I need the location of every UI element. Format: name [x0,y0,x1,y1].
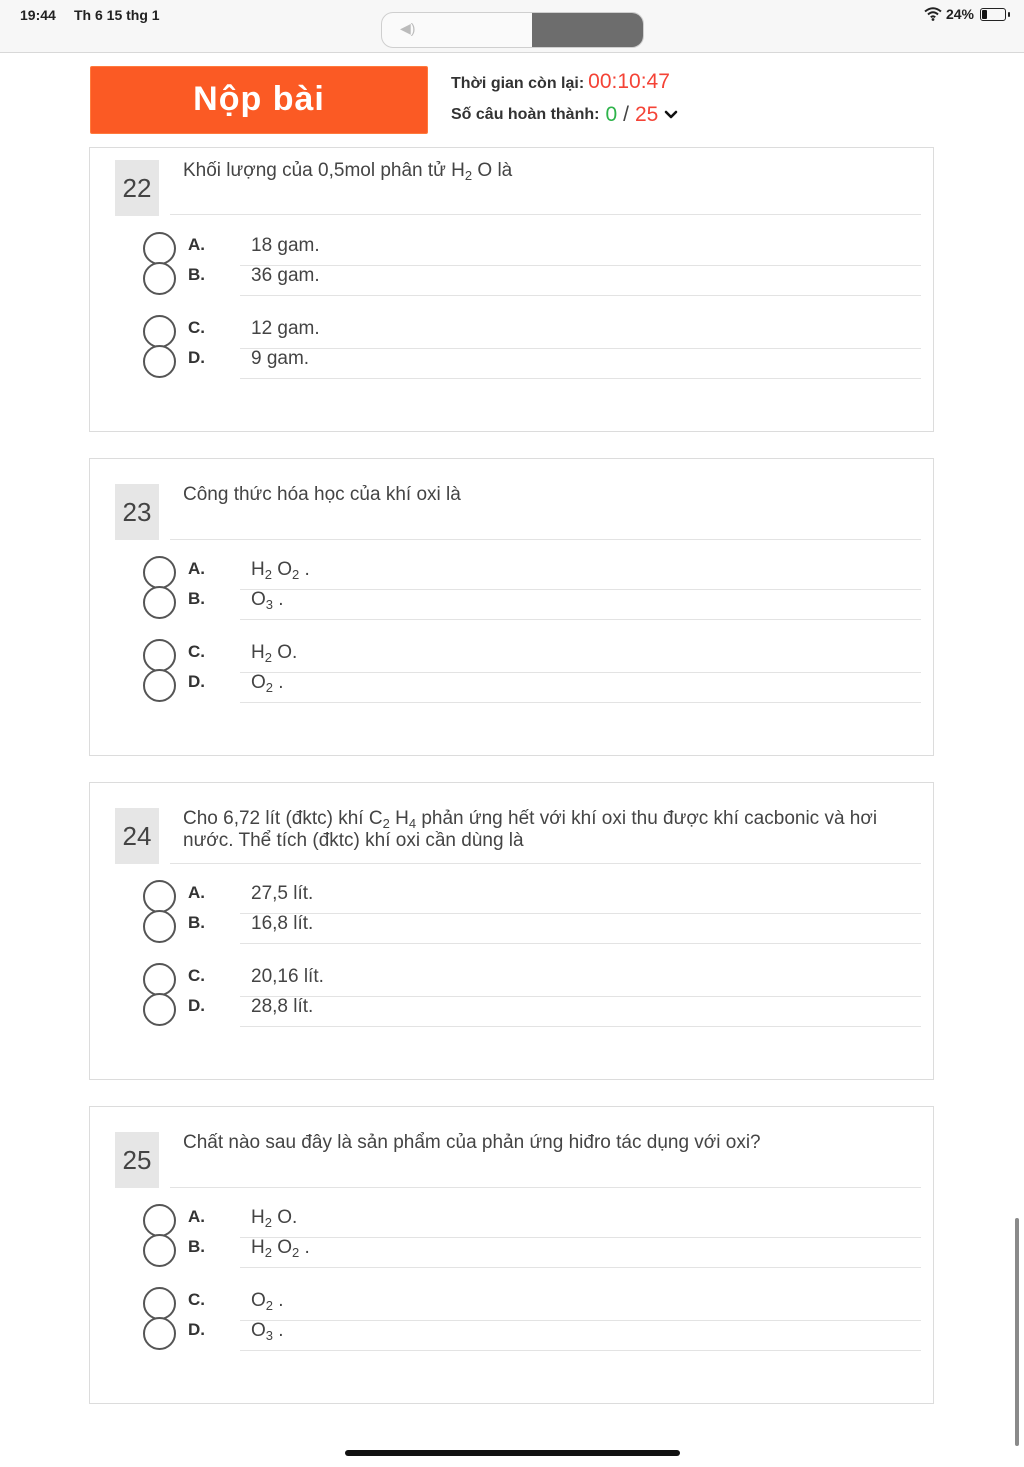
answer-divider [240,1267,921,1268]
answer-text: $H_2$ O. [251,1207,298,1230]
answer-letter: C. [188,318,205,337]
media-control-pill[interactable] [381,12,644,48]
answer-letter: A. [188,1207,205,1226]
answer-letter: A. [188,559,205,578]
answer-option[interactable] [140,556,921,586]
answer-option[interactable] [140,963,921,993]
question-text: Khối lượng của 0,5mol phân tử $H_2$ O là [183,160,513,183]
home-indicator[interactable] [345,1450,680,1456]
answer-text: $O_3$ . [251,589,284,612]
total-count: 25 [634,103,659,126]
answer-divider [240,1026,921,1027]
question-text: Chất nào sau đây là sản phẩm của phản ứng hiđro tác dụng với oxi? [183,1132,761,1153]
answer-radio[interactable] [143,639,176,672]
answer-divider [240,378,921,379]
question-card-22 [89,147,934,432]
completed-separator: / [623,103,629,126]
completed-label: Số câu hoàn thành: [451,106,600,123]
answer-text: 20,16 lít. [251,966,324,987]
status-time: 19:44 [20,7,56,23]
wifi-icon [924,7,942,21]
answer-radio[interactable] [143,262,176,295]
answer-radio[interactable] [143,1204,176,1237]
answer-text: 27,5 lít. [251,883,314,904]
question-divider [170,1187,921,1188]
answer-text: 36 gam. [251,265,320,286]
answer-letter: B. [188,913,205,932]
answer-option[interactable] [140,993,921,1023]
time-left [451,70,670,94]
answer-option[interactable] [140,262,921,292]
status-bar [0,0,1024,53]
answer-letter: C. [188,642,205,661]
answer-radio[interactable] [143,1234,176,1267]
answer-letter: A. [188,235,205,254]
answer-letter: D. [188,348,205,367]
completed-count: 0 [605,103,618,126]
battery-icon [980,8,1006,21]
answer-letter: B. [188,1237,205,1256]
answer-radio[interactable] [143,1287,176,1320]
question-text: Cho 6,72 lít (đktc) khí $C_2$ $H_4$ phản ứng hết với khí oxi thu được khí cacbonic và hơi nước. Thể tích (đktc) khí oxi cần dùng là [183,808,878,851]
answer-text: $H_2$ $O_2$ . [251,559,310,582]
question-text: Công thức hóa học của khí oxi là [183,484,461,505]
answer-radio[interactable] [143,315,176,348]
answer-option[interactable] [140,1204,921,1234]
answer-text: 28,8 lít. [251,996,314,1017]
question-number: 25 [115,1132,159,1188]
answer-letter: D. [188,1320,205,1339]
question-divider [170,539,921,540]
answer-text: 12 gam. [251,318,320,339]
scrollbar[interactable] [1015,1218,1019,1446]
answer-option[interactable] [140,232,921,262]
answer-radio[interactable] [143,669,176,702]
answer-radio[interactable] [143,586,176,619]
answer-letter: D. [188,996,205,1015]
question-card-24 [89,782,934,1080]
answer-divider [240,295,921,296]
status-date: Th 6 15 thg 1 [74,7,160,23]
answer-radio[interactable] [143,345,176,378]
answer-divider [240,619,921,620]
answer-option[interactable] [140,880,921,910]
answer-option[interactable] [140,669,921,699]
answer-radio[interactable] [143,963,176,996]
answer-divider [240,702,921,703]
answer-letter: B. [188,265,205,284]
question-number: 24 [115,808,159,864]
answer-radio[interactable] [143,556,176,589]
answer-letter: C. [188,966,205,985]
battery-cap [1008,12,1010,17]
completed-progress [451,103,678,127]
answer-option[interactable] [140,315,921,345]
answer-option[interactable] [140,639,921,669]
status-indicators [924,6,1006,22]
answer-text: 18 gam. [251,235,320,256]
chevron-down-icon[interactable] [664,110,678,120]
question-number: 22 [115,160,159,216]
question-divider [170,863,921,864]
answer-text: $H_2$ O. [251,642,298,665]
answer-radio[interactable] [143,1317,176,1350]
battery-fill [982,10,987,19]
answer-divider [240,1350,921,1351]
answer-letter: A. [188,883,205,902]
question-number: 23 [115,484,159,540]
answer-text: 9 gam. [251,348,310,369]
answer-text: $O_2$ . [251,672,284,695]
answer-text: $O_3$ . [251,1320,284,1343]
answer-option[interactable] [140,1287,921,1317]
answer-letter: D. [188,672,205,691]
answer-text: $O_2$ . [251,1290,284,1313]
answer-radio[interactable] [143,993,176,1026]
answer-option[interactable] [140,1234,921,1264]
answer-option[interactable] [140,910,921,940]
time-left-label: Thời gian còn lại: [451,75,585,92]
media-control-dark-segment [532,13,643,47]
answer-option[interactable] [140,345,921,375]
answer-text: 16,8 lít. [251,913,314,934]
answer-radio[interactable] [143,232,176,265]
answer-letter: B. [188,589,205,608]
answer-letter: C. [188,1290,205,1309]
answer-radio[interactable] [143,880,176,913]
answer-radio[interactable] [143,910,176,943]
answer-option[interactable] [140,586,921,616]
answer-divider [240,943,921,944]
time-left-value: 00:10:47 [588,70,670,93]
submit-button[interactable]: Nộp bài [90,66,428,134]
question-card-23 [89,458,934,756]
speaker-icon: ◀︎) [400,20,416,36]
question-card-25 [89,1106,934,1404]
question-divider [170,214,921,215]
battery-percent: 24% [945,6,974,22]
answer-option[interactable] [140,1317,921,1347]
answer-text: $H_2$ $O_2$ . [251,1237,310,1260]
